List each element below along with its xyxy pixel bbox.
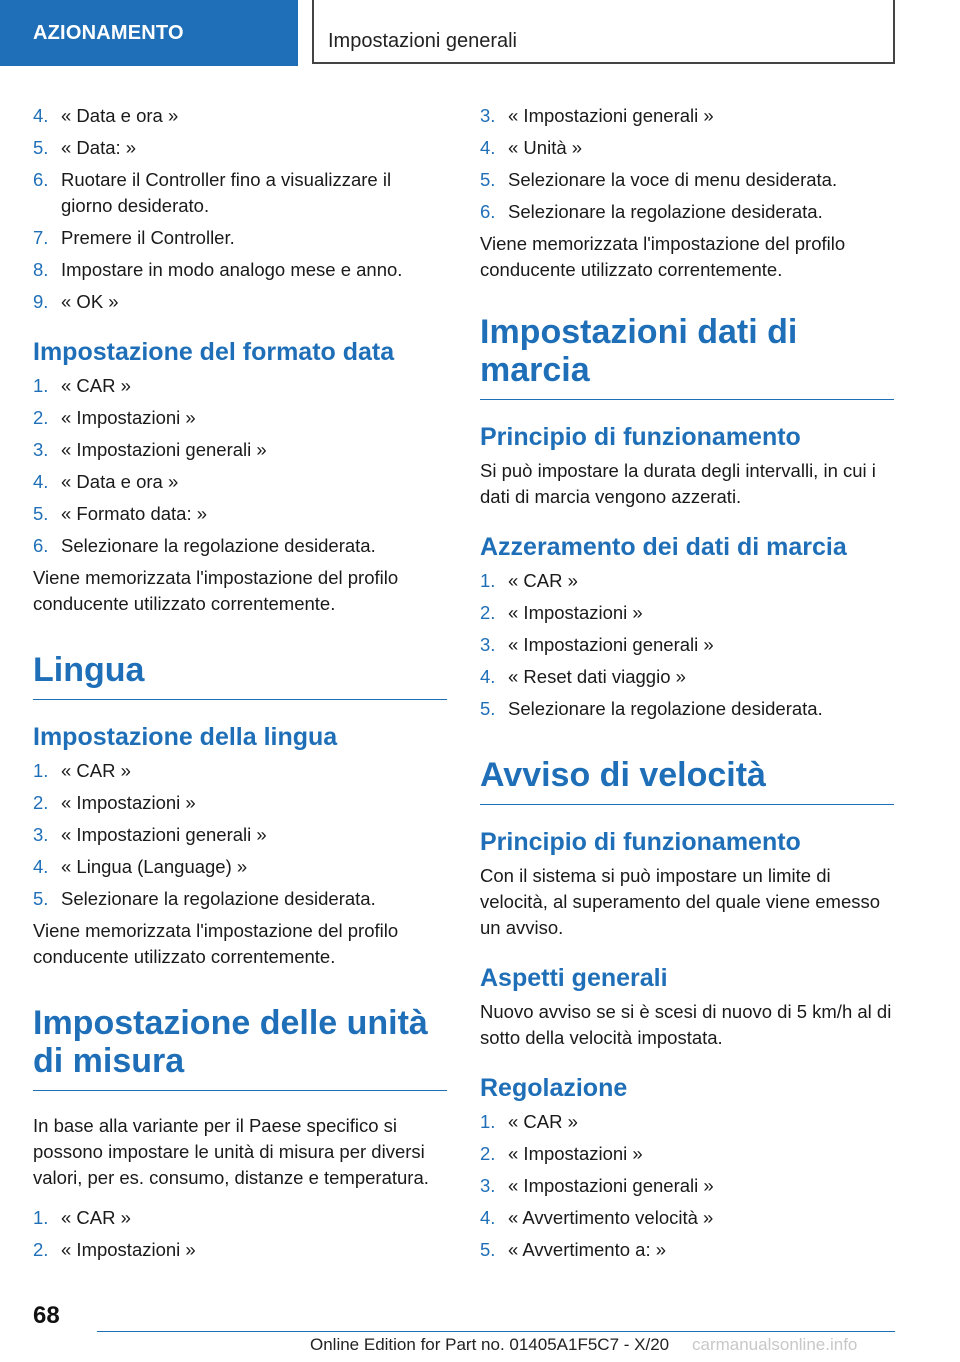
list-item <box>33 790 447 816</box>
list-item <box>33 822 447 848</box>
step-number: 2. <box>33 407 49 428</box>
step-number: 3. <box>480 1175 496 1196</box>
language-heading: Lingua <box>33 651 447 700</box>
list-item <box>33 1205 447 1231</box>
units-note: Viene memorizzata l'impostazione del profilo conducente utilizzato correntemente. <box>480 233 846 280</box>
step-number: 1. <box>33 375 49 396</box>
units-intro: In base alla variante per il Paese specifico si possono impostare le unità di misura per diversi valori, per es. consumo, distanze e temperatura. <box>33 1115 429 1188</box>
list-item <box>480 632 894 658</box>
page-number: 68 <box>33 1302 60 1329</box>
step-text: « Impostazioni » <box>508 1143 643 1164</box>
step-text: « Formato data: » <box>61 503 208 524</box>
step-text: « Reset dati viaggio » <box>508 666 686 687</box>
step-number: 4. <box>33 105 49 126</box>
step-text: « Impostazioni generali » <box>61 439 267 460</box>
page-header <box>0 0 960 66</box>
speed-general-text: Nuovo avviso se si è scesi di nuovo di 5 km/h al di sotto della velocità impostata. <box>480 1001 892 1048</box>
list-item <box>33 289 447 315</box>
step-text: Premere il Controller. <box>61 227 235 248</box>
list-item <box>480 600 894 626</box>
units-steps-left <box>33 1205 447 1263</box>
chapter-title: Impostazioni generali <box>312 0 895 64</box>
list-item <box>480 696 894 722</box>
step-text: « OK » <box>61 291 119 312</box>
list-item <box>480 103 894 129</box>
list-item <box>33 854 447 880</box>
list-item <box>33 373 447 399</box>
list-item <box>480 1237 894 1263</box>
list-item <box>33 1237 447 1263</box>
step-text: « CAR » <box>508 570 578 591</box>
step-number: 4. <box>480 666 496 687</box>
speed-principle-text: Con il sistema si può impostare un limite di velocità, al superamento del quale viene emesso un avviso. <box>480 865 881 938</box>
step-text: « Data: » <box>61 137 137 158</box>
step-number: 3. <box>480 105 496 126</box>
list-item <box>480 199 894 225</box>
step-number: 9. <box>33 291 49 312</box>
list-item <box>480 1141 894 1167</box>
step-text: « Impostazioni generali » <box>508 634 714 655</box>
step-text: « Data e ora » <box>61 471 179 492</box>
step-number: 6. <box>33 535 49 556</box>
list-item <box>33 437 447 463</box>
step-number: 5. <box>33 888 49 909</box>
list-item <box>480 1173 894 1199</box>
date-format-note: Viene memorizzata l'impostazione del profilo conducente utilizzato correntemente. <box>33 567 399 614</box>
list-item <box>33 758 447 784</box>
step-number: 4. <box>33 856 49 877</box>
right-column <box>480 103 894 1269</box>
step-number: 4. <box>33 471 49 492</box>
step-number: 2. <box>480 602 496 623</box>
language-subheading: Impostazione della lingua <box>33 723 338 751</box>
trip-reset-steps <box>480 568 894 722</box>
language-note: Viene memorizzata l'impostazione del profilo conducente utilizzato correntemente. <box>33 920 399 967</box>
step-number: 2. <box>33 1239 49 1260</box>
step-number: 6. <box>33 169 49 190</box>
date-format-heading: Impostazione del formato data <box>33 338 395 366</box>
date-steps <box>33 103 447 315</box>
step-number: 1. <box>33 1207 49 1228</box>
footer-rule <box>97 1331 895 1332</box>
speed-warning-heading: Avviso di velocità <box>480 756 894 805</box>
step-number: 5. <box>480 698 496 719</box>
step-number: 2. <box>33 792 49 813</box>
step-text: « CAR » <box>61 375 131 396</box>
units-heading: Impostazione delle unità di misura <box>33 1004 447 1091</box>
trip-reset-heading: Azzeramento dei dati di marcia <box>480 533 847 561</box>
step-text: « Impostazioni generali » <box>508 105 714 126</box>
step-number: 5. <box>480 1239 496 1260</box>
step-text: « Impostazioni » <box>61 1239 196 1260</box>
trip-principle-heading: Principio di funzionamento <box>480 423 801 451</box>
speed-general-heading: Aspetti generali <box>480 964 668 992</box>
step-number: 5. <box>33 137 49 158</box>
step-text: « Data e ora » <box>61 105 179 126</box>
step-text: Selezionare la voce di menu desiderata. <box>508 169 838 190</box>
step-text: « Avvertimento velocità » <box>508 1207 714 1228</box>
step-number: 4. <box>480 137 496 158</box>
step-text: « Lingua (Language) » <box>61 856 248 877</box>
list-item <box>480 1109 894 1135</box>
list-item <box>480 167 894 193</box>
speed-setting-heading: Regolazione <box>480 1074 628 1102</box>
step-text: Impostare in modo analogo mese e anno. <box>61 259 403 280</box>
step-number: 3. <box>480 634 496 655</box>
step-text: « Impostazioni » <box>508 602 643 623</box>
step-number: 2. <box>480 1143 496 1164</box>
list-item <box>480 135 894 161</box>
list-item <box>33 225 447 251</box>
list-item <box>33 103 447 129</box>
list-item <box>33 167 447 219</box>
step-text: « CAR » <box>61 1207 131 1228</box>
step-number: 8. <box>33 259 49 280</box>
step-text: « Impostazioni » <box>61 407 196 428</box>
step-number: 7. <box>33 227 49 248</box>
units-steps-right <box>480 103 894 225</box>
list-item <box>33 501 447 527</box>
list-item <box>33 135 447 161</box>
step-text: « Impostazioni » <box>61 792 196 813</box>
step-text: Selezionare la regolazione desiderata. <box>61 888 376 909</box>
date-format-steps <box>33 373 447 559</box>
step-number: 5. <box>480 169 496 190</box>
list-item <box>33 405 447 431</box>
trip-data-heading: Impostazioni dati di marcia <box>480 313 894 400</box>
language-steps <box>33 758 447 912</box>
step-number: 3. <box>33 824 49 845</box>
watermark-text: carmanualsonline.info <box>692 1335 858 1354</box>
step-text: « CAR » <box>508 1111 578 1132</box>
list-item <box>33 886 447 912</box>
step-text: « Impostazioni generali » <box>508 1175 714 1196</box>
step-number: 5. <box>33 503 49 524</box>
list-item <box>480 568 894 594</box>
step-text: « Impostazioni generali » <box>61 824 267 845</box>
step-number: 1. <box>480 570 496 591</box>
step-text: Selezionare la regolazione desiderata. <box>508 698 823 719</box>
speed-principle-heading: Principio di funzionamento <box>480 828 801 856</box>
list-item <box>480 664 894 690</box>
list-item <box>33 257 447 283</box>
step-text: « CAR » <box>61 760 131 781</box>
edition-text: Online Edition for Part no. 01405A1F5C7 - X/20 <box>310 1335 670 1354</box>
list-item <box>33 533 447 559</box>
step-number: 1. <box>480 1111 496 1132</box>
step-number: 1. <box>33 760 49 781</box>
step-number: 3. <box>33 439 49 460</box>
step-text: « Unità » <box>508 137 583 158</box>
step-text: « Avvertimento a: » <box>508 1239 667 1260</box>
trip-principle-text: Si può impostare la durata degli intervalli, in cui i dati di marcia vengono azzerati. <box>480 460 876 507</box>
step-number: 6. <box>480 201 496 222</box>
list-item <box>33 469 447 495</box>
step-number: 4. <box>480 1207 496 1228</box>
list-item <box>480 1205 894 1231</box>
step-text: Selezionare la regolazione desiderata. <box>508 201 823 222</box>
section-tab: AZIONAMENTO <box>0 0 298 66</box>
step-text: Selezionare la regolazione desiderata. <box>61 535 376 556</box>
step-text: Ruotare il Controller fino a visualizzare il giorno desiderato. <box>61 169 392 216</box>
left-column <box>33 103 447 1269</box>
speed-setting-steps <box>480 1109 894 1263</box>
